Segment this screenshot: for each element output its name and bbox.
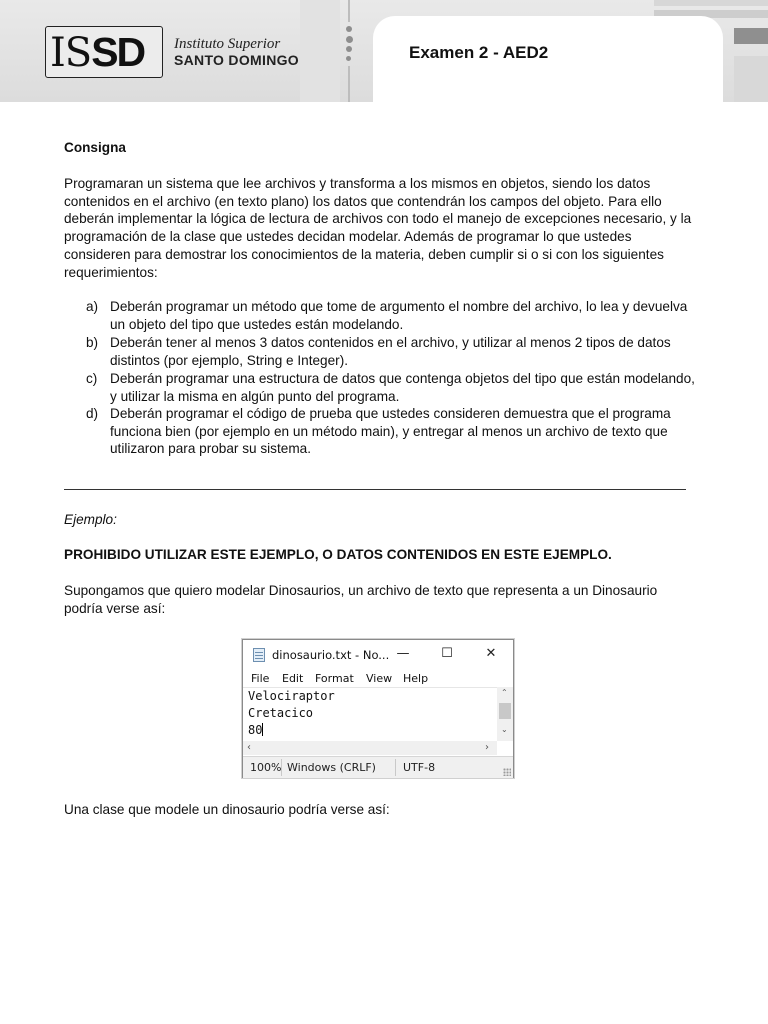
horizontal-scrollbar[interactable] bbox=[243, 741, 497, 755]
notepad-text-area[interactable] bbox=[243, 687, 497, 741]
vertical-scrollbar[interactable] bbox=[497, 687, 513, 741]
menu-view[interactable]: View bbox=[366, 672, 393, 685]
scroll-right-arrow[interactable]: › bbox=[485, 742, 489, 753]
horizontal-rule bbox=[64, 489, 686, 490]
minimize-button[interactable]: — bbox=[396, 646, 410, 661]
status-separator bbox=[395, 759, 396, 776]
menu-format[interactable]: Format bbox=[315, 672, 354, 685]
logo-serif: IS bbox=[50, 30, 92, 76]
line-ending: Windows (CRLF) bbox=[287, 761, 376, 774]
header-dot bbox=[346, 36, 353, 43]
maximize-button[interactable]: ☐ bbox=[441, 646, 453, 661]
header-corner-bar bbox=[734, 56, 768, 102]
institute-name-line2: SANTO DOMINGO bbox=[174, 52, 299, 68]
scroll-down-arrow[interactable]: ⌄ bbox=[501, 725, 508, 734]
intro-paragraph: Programaran un sistema que lee archivos y transforma a los mismos en objetos, siendo los datos contenidos en el archivo (en texto plano) los datos que contendrán los campos del objeto. Para ello deberán implementar la lógica de lectura de archivos con todo el manejo de excepciones necesario, y la programación de la clase que ustedes decidan modelar. Además de programar lo que ustedes consideren para demostrar los conocimientos de la materia, deben cumplir si o si con los siguientes requerimientos: bbox=[64, 176, 692, 280]
issd-logo bbox=[45, 26, 163, 78]
requirement-text: Deberán tener al menos 3 datos contenidos en el archivo, y utilizar al menos 2 tipos de datos distintos (por ejemplo, String e Integer). bbox=[110, 335, 671, 368]
requirement-marker: c) bbox=[86, 371, 98, 386]
exam-title: Examen 2 - AED2 bbox=[409, 43, 549, 62]
notepad-statusbar bbox=[243, 756, 513, 778]
menu-help[interactable]: Help bbox=[403, 672, 429, 685]
scroll-up-arrow[interactable]: ⌃ bbox=[501, 688, 508, 697]
header-line bbox=[348, 0, 350, 22]
requirement-text: Deberán programar un método que tome de argumento el nombre del archivo, lo lea y devuelva un objeto del tipo que ustedes están modelando. bbox=[110, 299, 688, 332]
header-dot bbox=[346, 26, 352, 32]
notepad-window bbox=[242, 639, 514, 778]
status-separator bbox=[281, 759, 282, 776]
notepad-titlebar[interactable] bbox=[243, 640, 513, 670]
menu-edit[interactable]: Edit bbox=[282, 672, 304, 685]
notepad-menubar bbox=[243, 670, 513, 688]
logo-bold: SD bbox=[91, 29, 145, 75]
zoom-level: 100% bbox=[250, 761, 282, 774]
logo-text bbox=[50, 29, 144, 76]
text-line: Cretacico bbox=[248, 706, 314, 720]
requirement-marker: a) bbox=[86, 299, 99, 314]
vertical-scroll-thumb[interactable] bbox=[499, 703, 511, 719]
requirement-text: Deberán programar el código de prueba que ustedes consideren demuestra que el programa funciona bien (por ejemplo en un método main), y entregar al menos un archivo de texto que utilizaron para probar su sistema. bbox=[110, 406, 671, 457]
close-button[interactable]: ✕ bbox=[485, 646, 497, 661]
header-dot bbox=[346, 46, 352, 52]
example-label: Ejemplo: bbox=[64, 512, 117, 527]
page-header bbox=[0, 0, 768, 102]
header-corner-bar bbox=[734, 28, 768, 44]
notepad-title: dinosaurio.txt - No... bbox=[272, 648, 390, 662]
class-intro: Una clase que modele un dinosaurio podría verse así: bbox=[64, 802, 390, 817]
encoding: UTF-8 bbox=[403, 761, 436, 774]
requirement-marker: d) bbox=[86, 406, 99, 421]
notepad-file-icon bbox=[253, 648, 265, 662]
header-line bbox=[348, 66, 350, 102]
scroll-left-arrow[interactable]: ‹ bbox=[247, 742, 251, 753]
resize-grip[interactable] bbox=[503, 768, 511, 776]
section-heading: Consigna bbox=[64, 140, 126, 155]
institute-name-line1: Instituto Superior bbox=[174, 36, 281, 52]
text-line: Velociraptor bbox=[248, 689, 335, 703]
example-intro: Supongamos que quiero modelar Dinosaurios, un archivo de texto que representa a un Dinosaurio podría verse así: bbox=[64, 583, 658, 616]
requirement-marker: b) bbox=[86, 335, 99, 350]
header-stripe bbox=[300, 0, 340, 102]
prohibition-warning: PROHIBIDO UTILIZAR ESTE EJEMPLO, O DATOS CONTENIDOS EN ESTE EJEMPLO. bbox=[64, 547, 612, 562]
text-line-with-caret bbox=[248, 722, 497, 739]
text-line: 80 bbox=[248, 723, 263, 737]
header-dot bbox=[346, 56, 351, 61]
requirement-text: Deberán programar una estructura de datos que contenga objetos del tipo que están modelando, y utilizar la misma en algún punto del programa. bbox=[110, 371, 695, 404]
text-caret bbox=[262, 723, 263, 736]
header-stripe bbox=[654, 0, 768, 6]
menu-file[interactable]: File bbox=[251, 672, 270, 685]
